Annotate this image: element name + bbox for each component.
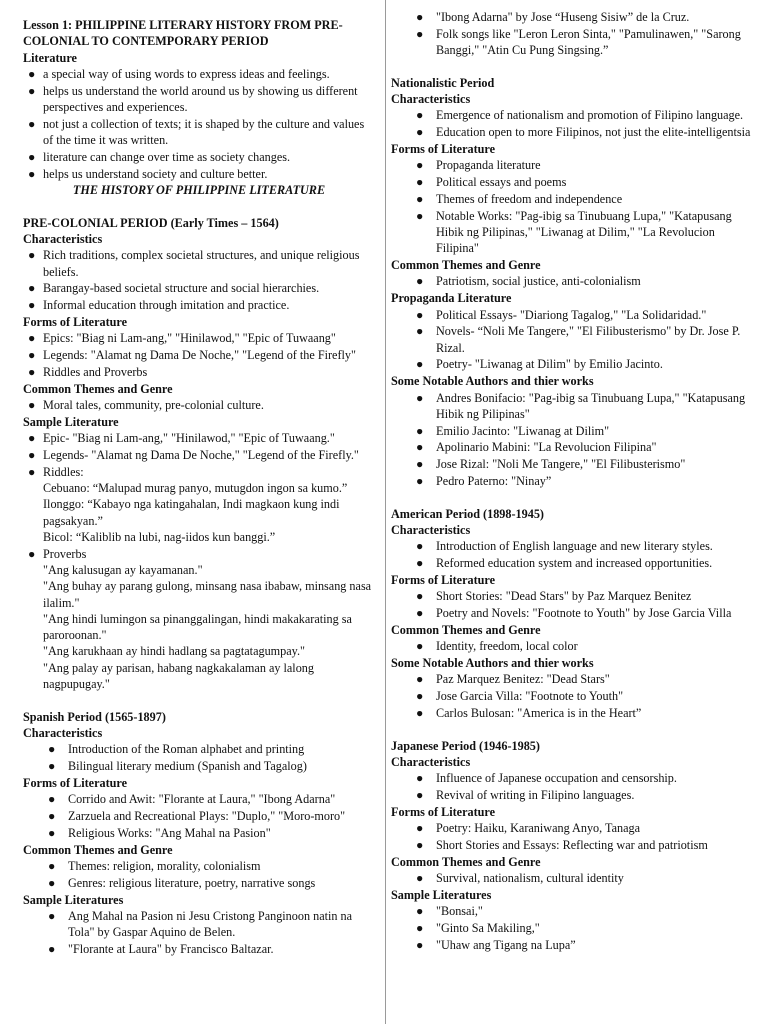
propaganda-heading: Propaganda Literature xyxy=(391,291,512,306)
japanese-title: Japanese Period (1946-1985) xyxy=(391,738,540,753)
list-item-text: Informal education through imitation and practice. xyxy=(43,298,290,313)
text-line: Bicol: “Kaliblib na lubi, nag-iidos kun banggi.” xyxy=(43,529,276,544)
bullet-icon: ● xyxy=(416,457,424,472)
bullet-icon: ● xyxy=(28,149,36,164)
list-item-text: "Florante at Laura" by Francisco Baltazar. xyxy=(68,942,274,957)
list-item-text: Ang Mahal na Pasion ni Jesu Cristong Panginoon natin na Tola" by Gaspar Aquino de Belen. xyxy=(68,908,353,940)
precolonial-title: PRE-COLONIAL PERIOD (Early Times – 1564) xyxy=(23,215,279,230)
column-divider xyxy=(385,0,386,1024)
list-item-text: a special way of using words to express ideas and feelings. xyxy=(43,66,330,81)
history-title: THE HISTORY OF PHILIPPINE LITERATURE xyxy=(72,183,326,198)
list-item xyxy=(391,937,759,953)
list-item-text: Carlos Bulosan: "America is in the Heart” xyxy=(436,705,642,720)
list-item-text: Religious Works: "Ang Mahal na Pasion" xyxy=(68,825,271,840)
list-item-text: Barangay-based societal structure and social hierarchies. xyxy=(43,281,320,296)
bullet-icon: ● xyxy=(416,937,424,952)
precolonial-themes-heading: Common Themes and Genre xyxy=(23,381,173,396)
list-item-text: Rich traditions, complex societal structures, and unique religious beliefs. xyxy=(43,248,360,279)
spanish-characteristics-heading: Characteristics xyxy=(23,726,103,741)
list-item xyxy=(23,875,375,891)
bullet-icon: ● xyxy=(416,788,424,803)
list-item-text: Reformed education system and increased opportunities. xyxy=(436,556,713,571)
list-item xyxy=(391,555,759,571)
list-item xyxy=(391,671,759,687)
list-item xyxy=(391,26,759,59)
bullet-icon: ● xyxy=(28,248,36,263)
list-item xyxy=(23,330,375,346)
list-item xyxy=(391,124,759,140)
nationalistic-characteristics-heading: Characteristics xyxy=(391,92,471,107)
nationalistic-forms-heading: Forms of Literature xyxy=(391,142,496,157)
spanish-samples-heading: Sample Literatures xyxy=(23,892,124,907)
list-item xyxy=(23,116,375,149)
list-item xyxy=(391,605,759,621)
list-item xyxy=(391,191,759,207)
list-item-text: Moral tales, community, pre-colonial culture. xyxy=(43,398,264,413)
list-item xyxy=(391,920,759,936)
list-item-text: Political essays and poems xyxy=(436,175,567,190)
bullet-icon: ● xyxy=(416,423,424,438)
list-item-text: "Bonsai," xyxy=(436,904,483,919)
american-authors-heading: Some Notable Authors and thier works xyxy=(391,655,594,670)
list-item-text: Revival of writing in Filipino languages. xyxy=(436,788,635,803)
bullet-icon: ● xyxy=(28,364,36,379)
bullet-icon: ● xyxy=(28,331,36,346)
japanese-forms-list xyxy=(391,820,759,853)
precolonial-forms-heading: Forms of Literature xyxy=(23,315,128,330)
japanese-samples-list xyxy=(391,903,759,953)
text-line: Cebuano: “Malupad murag panyo, mutugdon ingon sa kumo.” xyxy=(43,481,348,496)
bullet-icon: ● xyxy=(28,66,36,81)
list-item-text: Pedro Paterno: "Ninay” xyxy=(436,474,552,489)
american-title: American Period (1898-1945) xyxy=(391,506,544,521)
list-item-text: Short Stories: "Dead Stars" by Paz Marquez Benitez xyxy=(436,589,692,604)
list-item xyxy=(391,473,759,489)
bullet-icon: ● xyxy=(48,859,56,874)
list-item: ● Epic- "Biag ni Lam-ang," "Hinilawod," "Epic of Tuwaang." xyxy=(28,431,335,446)
bullet-icon: ● xyxy=(48,742,56,757)
list-item xyxy=(391,787,759,803)
japanese-samples-heading: Sample Literatures xyxy=(391,887,492,902)
bullet-icon: ● xyxy=(48,809,56,824)
bullet-icon: ● xyxy=(416,689,424,704)
bullet-icon: ● xyxy=(416,589,424,604)
spanish-forms-list xyxy=(23,791,375,841)
japanese-forms-heading: Forms of Literature xyxy=(391,804,496,819)
list-item xyxy=(23,858,375,874)
list-item-text: Novels- “Noli Me Tangere," "El Filibusterismo" by Dr. Jose P. Rizal. xyxy=(436,324,741,355)
american-themes-heading: Common Themes and Genre xyxy=(391,622,541,637)
bullet-icon: ● xyxy=(28,348,36,363)
list-item xyxy=(391,174,759,190)
bullet-icon: ● xyxy=(48,908,56,923)
list-item-text: Legends: "Alamat ng Dama De Noche," "Legend of the Firefly" xyxy=(43,348,356,363)
list-item-text: Notable Works: "Pag-ibig sa Tinubuang Lupa," "Katapusang Hibik ng Pilipinas," "Liwanag at Dilim," "La Revolucion Filipina" xyxy=(436,208,732,256)
bullet-icon: ● xyxy=(416,474,424,489)
list-item xyxy=(23,166,375,182)
bullet-icon: ● xyxy=(28,298,36,313)
list-item xyxy=(391,456,759,472)
bullet-icon: ● xyxy=(416,191,424,206)
japanese-characteristics-list xyxy=(391,770,759,803)
bullet-icon: ● xyxy=(416,390,424,405)
bullet-icon: ● xyxy=(416,821,424,836)
bullet-icon: ● xyxy=(416,904,424,919)
list-item-text: Jose Garcia Villa: "Footnote to Youth" xyxy=(436,689,624,704)
text-line: "Ang palay ay parisan, habang nagkakalaman ay lalong nagpupugay." xyxy=(43,660,314,692)
list-item xyxy=(23,247,375,280)
list-item-text: Zarzuela and Recreational Plays: "Duplo," "Moro-moro" xyxy=(68,809,346,824)
bullet-icon: ● xyxy=(48,759,56,774)
spanish-characteristics-list xyxy=(23,741,375,774)
list-item-text: Political Essays- "Diariong Tagalog," "La Solidaridad." xyxy=(436,307,707,322)
list-item xyxy=(391,638,759,654)
list-item xyxy=(23,741,375,757)
text-line: "Ang hindi lumingon sa pinanggalingan, hindi makakarating sa paroroonan." xyxy=(43,611,352,643)
spanish-samples-continued-list xyxy=(391,9,759,58)
bullet-icon: ● xyxy=(416,158,424,173)
list-item xyxy=(23,149,375,165)
nationalistic-themes-heading: Common Themes and Genre xyxy=(391,258,541,273)
list-item xyxy=(23,83,375,116)
left-column xyxy=(23,17,375,958)
precolonial-themes-list xyxy=(23,397,375,413)
list-item xyxy=(391,705,759,721)
bullet-icon: ● xyxy=(416,871,424,886)
list-item-text: Emergence of nationalism and promotion of Filipino language. xyxy=(436,108,744,123)
list-item-text: Education open to more Filipinos, not just the elite-intelligentsia xyxy=(436,125,751,140)
list-item-text: literature can change over time as society changes. xyxy=(43,149,291,164)
literature-list xyxy=(23,66,375,182)
lesson-title: Lesson 1: PHILIPPINE LITERARY HISTORY FROM PRE-COLONIAL TO CONTEMPORARY PERIOD xyxy=(23,18,343,49)
list-item xyxy=(23,758,375,774)
list-item-text: not just a collection of texts; it is shaped by the culture and values of the time it was written. xyxy=(43,116,365,148)
nationalistic-characteristics-list xyxy=(391,107,759,140)
precolonial-sample-heading: Sample Literature xyxy=(23,414,119,429)
list-item-text: Identity, freedom, local color xyxy=(436,639,578,654)
list-item xyxy=(391,903,759,919)
bullet-icon: ● xyxy=(48,825,56,840)
list-item xyxy=(23,941,375,957)
list-item-text: Introduction of the Roman alphabet and printing xyxy=(68,742,305,757)
bullet-icon: ● xyxy=(416,10,424,24)
list-item xyxy=(391,538,759,554)
bullet-icon: ● xyxy=(48,792,56,807)
list-item-text: "Uhaw ang Tigang na Lupa” xyxy=(436,937,576,952)
riddles-lines xyxy=(43,480,375,545)
list-item xyxy=(23,66,375,82)
bullet-icon: ● xyxy=(416,837,424,852)
list-item xyxy=(391,423,759,439)
list-item xyxy=(23,397,375,413)
riddles-label: Riddles: xyxy=(43,464,84,479)
list-item xyxy=(23,464,375,545)
list-item-text: Epics: "Biag ni Lam-ang," "Hinilawod," "Epic of Tuwaang" xyxy=(43,331,336,346)
bullet-icon: ● xyxy=(416,357,424,372)
list-item-text: Corrido and Awit: "Florante at Laura," "Ibong Adarna" xyxy=(68,792,336,807)
list-item xyxy=(391,770,759,786)
list-item-text: Poetry- "Liwanag at Dilim" by Emilio Jacinto. xyxy=(436,357,663,372)
list-item: ● Legends- "Alamat ng Dama De Noche," "Legend of the Firefly." xyxy=(28,447,359,462)
proverbs-label: Proverbs xyxy=(43,546,87,561)
list-item-text: Riddles and Proverbs xyxy=(43,364,148,379)
bullet-icon: ● xyxy=(416,324,424,339)
list-item xyxy=(23,825,375,841)
bullet-icon: ● xyxy=(416,26,424,41)
bullet-icon: ● xyxy=(416,556,424,571)
literature-heading: Literature xyxy=(23,50,77,65)
bullet-icon: ● xyxy=(416,771,424,786)
list-item-text: Poetry and Novels: "Footnote to Youth" by Jose Garcia Villa xyxy=(436,606,732,621)
nationalistic-themes-list xyxy=(391,273,759,289)
proverbs-lines xyxy=(43,562,375,692)
spanish-themes-list xyxy=(23,858,375,891)
bullet-icon: ● xyxy=(48,942,56,957)
list-item-text: Genres: religious literature, poetry, narrative songs xyxy=(68,875,316,890)
list-item-text: Themes: religion, morality, colonialism xyxy=(68,859,261,874)
list-item xyxy=(23,364,375,380)
bullet-icon: ● xyxy=(416,672,424,687)
precolonial-characteristics-heading: Characteristics xyxy=(23,232,103,247)
nationalistic-forms-list xyxy=(391,157,759,256)
spanish-title: Spanish Period (1565-1897) xyxy=(23,709,166,724)
list-item-text: helps us understand the world around us by showing us different perspectives and experiences. xyxy=(43,83,358,114)
list-item xyxy=(391,208,759,257)
right-column xyxy=(391,9,759,954)
bullet-icon: ● xyxy=(416,440,424,455)
bullet-icon: ● xyxy=(28,431,36,446)
japanese-characteristics-heading: Characteristics xyxy=(391,754,471,769)
bullet-icon: ● xyxy=(416,606,424,621)
list-item-text: Bilingual literary medium (Spanish and Tagalog) xyxy=(68,759,307,774)
list-item xyxy=(391,439,759,455)
bullet-icon: ● xyxy=(28,464,36,479)
list-item xyxy=(391,356,759,372)
precolonial-characteristics-list xyxy=(23,247,375,313)
list-item xyxy=(23,347,375,363)
list-item xyxy=(391,157,759,173)
bullet-icon: ● xyxy=(416,705,424,720)
list-item xyxy=(391,837,759,853)
bullet-icon: ● xyxy=(416,125,424,140)
american-authors-list xyxy=(391,671,759,721)
list-item-text: "Ibong Adarna" by Jose “Huseng Sisiw” de la Cruz. xyxy=(436,10,690,24)
list-item-text: Poetry: Haiku, Karaniwang Anyo, Tanaga xyxy=(436,821,641,836)
list-item-text: Propaganda literature xyxy=(436,158,541,173)
list-item xyxy=(23,297,375,313)
list-item xyxy=(391,688,759,704)
american-characteristics-heading: Characteristics xyxy=(391,523,471,538)
list-item xyxy=(391,9,759,25)
list-item-text: Short Stories and Essays: Reflecting war and patriotism xyxy=(436,837,708,852)
text-line: "Ang karukhaan ay hindi hadlang sa pagtatagumpay." xyxy=(43,644,305,659)
list-item xyxy=(23,908,375,941)
list-item-text: Patriotism, social justice, anti-colonialism xyxy=(436,274,641,289)
list-item xyxy=(23,791,375,807)
list-item-text: Folk songs like "Leron Leron Sinta," "Pamulinawen," "Sarong Banggi," "Atin Cu Pung Singsing.” xyxy=(436,26,741,58)
text-line: Ilonggo: “Kabayo nga katingahalan, Indi magkaon kung indi pagsakyan.” xyxy=(43,497,340,528)
nationalistic-authors-heading: Some Notable Authors and thier works xyxy=(391,374,594,389)
list-item-text: Introduction of English language and new literary styles. xyxy=(436,539,713,554)
list-item xyxy=(391,323,759,356)
list-item xyxy=(23,280,375,296)
propaganda-list xyxy=(391,307,759,373)
bullet-icon: ● xyxy=(28,398,36,413)
list-item-text: Jose Rizal: "Noli Me Tangere," "El Filibusterismo" xyxy=(436,457,686,472)
list-item-text: "Ginto Sa Makiling," xyxy=(436,920,540,935)
nationalistic-authors-list xyxy=(391,390,759,490)
list-item-text: Survival, nationalism, cultural identity xyxy=(436,871,624,886)
list-item xyxy=(391,107,759,123)
precolonial-sample-list xyxy=(23,430,375,692)
bullet-icon: ● xyxy=(28,116,36,131)
list-item xyxy=(391,870,759,886)
bullet-icon: ● xyxy=(28,546,36,561)
spanish-samples-list xyxy=(23,908,375,957)
bullet-icon: ● xyxy=(28,83,36,98)
precolonial-forms-list xyxy=(23,330,375,380)
list-item-text: Andres Bonifacio: "Pag-ibig sa Tinubuang Lupa," "Katapusang Hibik ng Pilipinas" xyxy=(436,390,746,421)
bullet-icon: ● xyxy=(416,274,424,289)
bullet-icon: ● xyxy=(416,920,424,935)
list-item xyxy=(23,808,375,824)
nationalistic-title: Nationalistic Period xyxy=(391,75,495,90)
text-line: "Ang buhay ay parang gulong, minsang nasa ibabaw, minsang nasa ilalim." xyxy=(43,579,372,610)
bullet-icon: ● xyxy=(28,447,36,462)
american-characteristics-list xyxy=(391,538,759,571)
bullet-icon: ● xyxy=(416,175,424,190)
bullet-icon: ● xyxy=(416,108,424,123)
spanish-forms-heading: Forms of Literature xyxy=(23,776,128,791)
text-line: "Ang kalusugan ay kayamanan." xyxy=(43,563,203,577)
bullet-icon: ● xyxy=(416,639,424,654)
japanese-themes-list xyxy=(391,870,759,886)
japanese-themes-heading: Common Themes and Genre xyxy=(391,854,541,869)
list-item xyxy=(391,588,759,604)
list-item xyxy=(391,390,759,423)
list-item-text: Influence of Japanese occupation and censorship. xyxy=(436,771,677,786)
bullet-icon: ● xyxy=(28,166,36,181)
list-item-text: Paz Marquez Benitez: "Dead Stars" xyxy=(436,672,610,687)
american-forms-heading: Forms of Literature xyxy=(391,573,496,587)
bullet-icon: ● xyxy=(416,208,424,223)
list-item-text: helps us understand society and culture better. xyxy=(43,166,268,181)
bullet-icon: ● xyxy=(416,539,424,554)
spanish-themes-heading: Common Themes and Genre xyxy=(23,842,173,857)
american-themes-list xyxy=(391,638,759,654)
list-item xyxy=(391,273,759,289)
list-item-text: Apolinario Mabini: "La Revolucion Filipina" xyxy=(436,440,657,455)
list-item xyxy=(23,546,375,693)
american-forms-list xyxy=(391,588,759,621)
list-item-text: Emilio Jacinto: "Liwanag at Dilim" xyxy=(436,423,610,438)
list-item-text: Themes of freedom and independence xyxy=(436,191,623,206)
bullet-icon: ● xyxy=(416,307,424,322)
bullet-icon: ● xyxy=(48,875,56,890)
list-item xyxy=(391,307,759,323)
bullet-icon: ● xyxy=(28,281,36,296)
list-item xyxy=(391,820,759,836)
